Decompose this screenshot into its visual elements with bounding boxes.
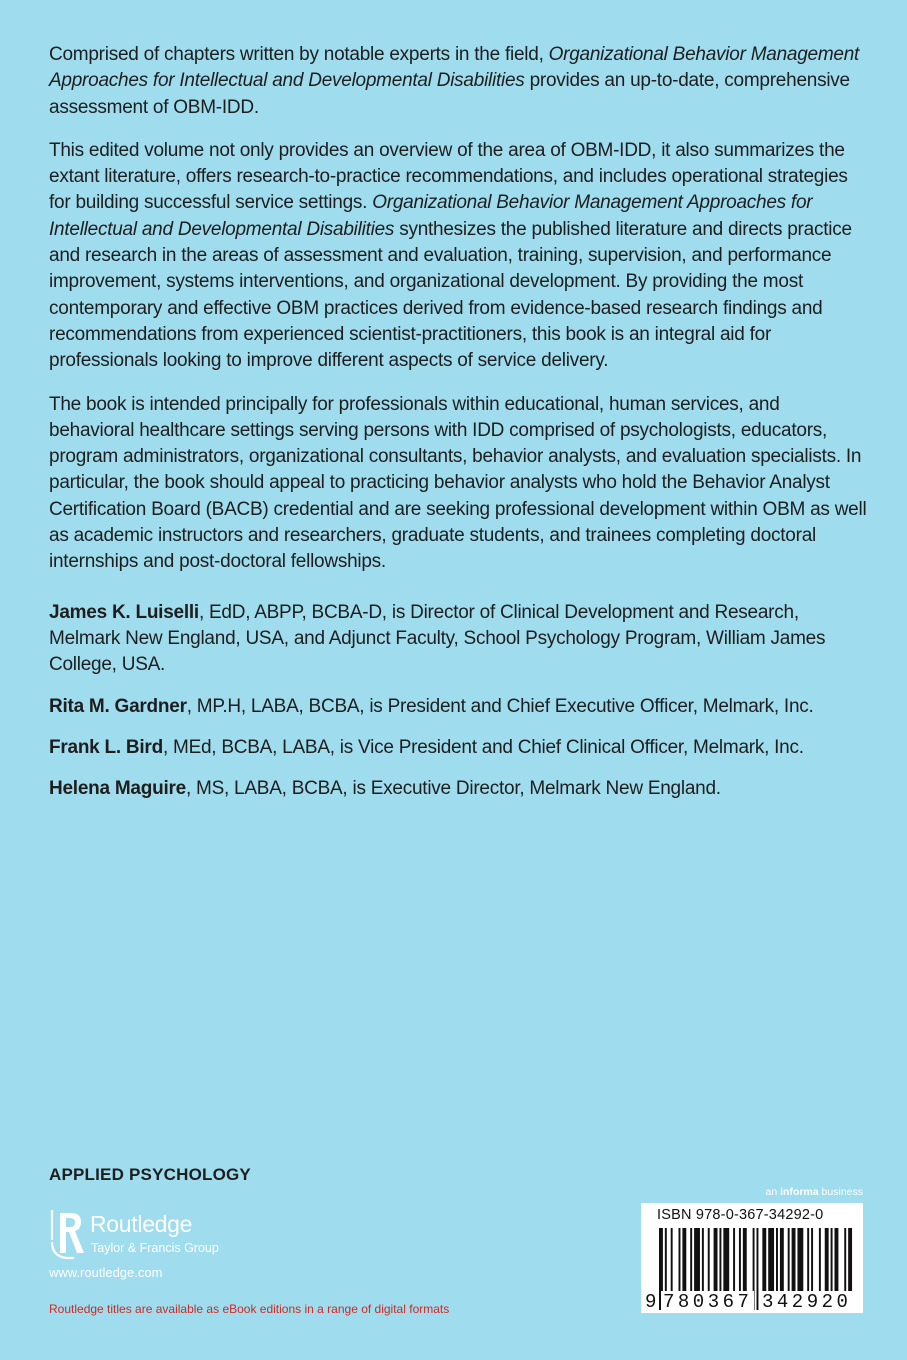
publisher-group: Taylor & Francis Group: [91, 1241, 219, 1255]
author-name: James K. Luiselli: [49, 601, 199, 623]
barcode-digit-group-1: 780367: [663, 1291, 753, 1313]
book-title-italic: Organizational Behavior Management Approaches for Intellectual and Developmental Disabilities: [49, 44, 860, 92]
barcode-lead-digit: 9: [645, 1291, 657, 1313]
author-bio-gardner: Rita M. Gardner, MP.H, LABA, BCBA, is President and Chief Executive Officer, Melmark, Inc.: [49, 695, 814, 717]
book-title-italic: Organizational Behavior Management Approaches for Intellectual and Developmental Disabilities: [49, 192, 813, 240]
blurb-paragraph-1: Comprised of chapters written by notable experts in the field, Organizational Behavior Management Approaches for Intellectual and Developmental Disabilities provides an up-to-date, comprehensive assessment of OBM-IDD.: [49, 44, 860, 118]
author-bio-bird: Frank L. Bird, MEd, BCBA, LABA, is Vice President and Chief Clinical Officer, Melmark, Inc.: [49, 736, 804, 758]
isbn-barcode: [641, 1203, 863, 1313]
blurb-paragraph-3: The book is intended principally for professionals within educational, human services, and behavioral healthcare settings serving persons with IDD comprised of psychologists, educators, program administrators, organizational consultants, behavior analysts, and evaluation specialists. In particular, the book should appeal to practicing behavior analysts who hold the Behavior Analyst Certification Board (BACB) credential and are seeking professional development within OBM as well as academic instructors and researchers, graduate students, and trainees completing doctoral internships and post-doctoral fellowships.: [49, 393, 867, 573]
isbn-label: ISBN 978-0-367-34292-0: [657, 1207, 824, 1223]
author-name: Helena Maguire: [49, 778, 186, 800]
author-name: Frank L. Bird: [49, 736, 163, 758]
blurb-paragraph-2: This edited volume not only provides an overview of the area of OBM-IDD, it also summarizes the extant literature, offers research-to-practice recommendations, and includes operational strategies for building successful service settings. Organizational Behavior Management Approaches for Intellectual and Developmental Disabilities synthesizes the published literature and directs practice and research in the areas of assessment and evaluation, training, supervision, and performance improvement, systems interventions, and organizational development. By providing the most contemporary and effective OBM practices derived from evidence-based research findings and recommendations from experienced scientist-practitioners, this book is an integral aid for professionals looking to improve different aspects of service delivery.: [49, 139, 852, 372]
informa-business-tagline: an informa business: [765, 1186, 863, 1198]
author-name: Rita M. Gardner: [49, 695, 187, 717]
publisher-website[interactable]: www.routledge.com: [49, 1265, 163, 1280]
publisher-name: Routledge: [90, 1211, 193, 1237]
barcode-digit-group-2: 342920: [762, 1291, 852, 1313]
routledge-logo-icon: [49, 1208, 89, 1262]
subject-category: APPLIED PSYCHOLOGY: [49, 1165, 251, 1184]
ebook-note: Routledge titles are available as eBook editions in a range of digital formats: [49, 1302, 450, 1316]
back-cover-blurb: [49, 42, 869, 817]
author-bio-luiselli: James K. Luiselli, EdD, ABPP, BCBA-D, is Director of Clinical Development and Research, Melmark New England, USA, and Adjunct Faculty, School Psychology Program, William James College, USA.: [49, 601, 826, 676]
barcode-bar: [757, 1228, 759, 1310]
author-bio-maguire: Helena Maguire, MS, LABA, BCBA, is Executive Director, Melmark New England.: [49, 778, 721, 800]
